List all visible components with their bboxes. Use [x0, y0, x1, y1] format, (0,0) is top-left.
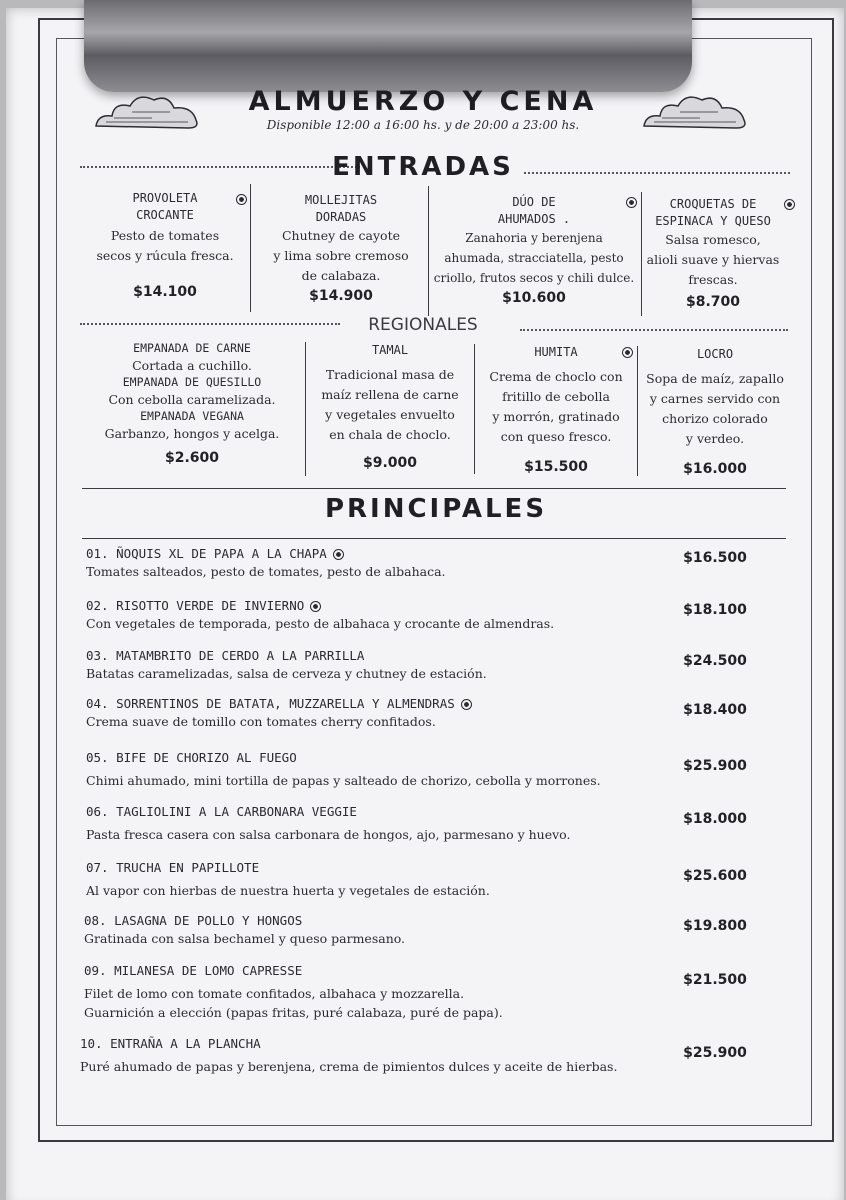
- dish-description: Crema de choclo con fritillo de cebolla y morrón, gratinado con queso fresco.: [489, 369, 623, 444]
- page-title: ALMUERZO Y CENA: [248, 86, 598, 117]
- empanadas-card: [84, 340, 300, 466]
- dish-description: Crema suave de tomillo con tomates cherry confitados.: [86, 714, 436, 729]
- dish-description: Tomates salteados, pesto de tomates, pesto de albahaca.: [86, 564, 446, 579]
- column-divider: [305, 342, 306, 476]
- dish-name: 03. MATAMBRITO DE CERDO A LA PARRILLA: [86, 648, 365, 663]
- dish-description: Filet de lomo con tomate confitados, albahaca y mozzarella. Guarnición a elección (papas fritas, puré calabaza, puré de papa).: [84, 986, 503, 1020]
- dish-description: Con cebolla caramelizada.: [108, 392, 276, 407]
- section-heading-entradas: ENTRADAS: [332, 152, 514, 182]
- dish-price: $2.600: [164, 450, 220, 466]
- dish-price: $25.900: [683, 1045, 747, 1061]
- entrada-card: [256, 192, 426, 304]
- dish-price: $16.000: [683, 461, 747, 477]
- hours-text: Disponible 12:00 a 16:00 hs. y de 20:00 a 23:00 hs.: [266, 118, 580, 132]
- regional-card: [642, 346, 788, 477]
- dish-price: $14.100: [133, 284, 197, 300]
- main-dish-row: [86, 860, 666, 898]
- dish-name: 10. ENTRAÑA A LA PLANCHA: [80, 1036, 261, 1051]
- entrada-card: [430, 194, 638, 306]
- divider-dots: [520, 329, 788, 331]
- dish-price: $25.600: [683, 868, 747, 884]
- main-dish-row: [86, 546, 666, 579]
- dish-name: MOLLEJITAS DORADAS: [304, 193, 378, 224]
- dish-name: 02. RISOTTO VERDE DE INVIERNO: [86, 598, 305, 613]
- dish-description: Gratinada con salsa bechamel y queso parmesano.: [84, 931, 406, 946]
- veggie-icon: [461, 699, 472, 710]
- main-dish-row: [86, 648, 666, 681]
- column-divider: [250, 184, 251, 312]
- dish-description: Chutney de cayote y lima sobre cremoso de calabaza.: [273, 228, 409, 283]
- dish-name: DÚO DE AHUMADOS .: [497, 195, 571, 226]
- dish-name: 08. LASAGNA DE POLLO Y HONGOS: [84, 913, 303, 928]
- regional-card: [308, 342, 472, 471]
- section-heading-regionales: REGIONALES: [368, 315, 478, 335]
- dish-name: 07. TRUCHA EN PAPILLOTE: [86, 860, 260, 875]
- entrada-card: [84, 190, 246, 300]
- dish-description: Sopa de maíz, zapallo y carnes servido con chorizo colorado y verdeo.: [646, 371, 784, 446]
- column-divider: [474, 344, 475, 474]
- dish-name: LOCRO: [696, 347, 734, 361]
- dish-description: Pasta fresca casera con salsa carbonara de hongos, ajo, parmesano y huevo.: [86, 827, 571, 842]
- dish-description: Salsa romesco, alioli suave y hiervas frescas.: [646, 232, 780, 287]
- veggie-icon: [626, 197, 637, 208]
- dish-price: $18.000: [683, 811, 747, 827]
- dish-description: Chimi ahumado, mini tortilla de papas y salteado de chorizo, cebolla y morrones.: [86, 773, 601, 788]
- main-dish-row: [84, 963, 674, 1022]
- entrada-card: [646, 196, 780, 310]
- dish-name: CROQUETAS DE ESPINACA Y QUESO: [655, 197, 771, 228]
- column-divider: [641, 192, 642, 316]
- dish-name: 09. MILANESA DE LOMO CAPRESSE: [84, 963, 303, 978]
- clipboard-clip: [84, 0, 692, 92]
- dish-description: Con vegetales de temporada, pesto de albahaca y crocante de almendras.: [86, 616, 555, 631]
- dish-name: 01. ÑOQUIS XL DE PAPA A LA CHAPA: [86, 546, 327, 561]
- dish-price: $9.000: [362, 455, 418, 471]
- dish-description: Tradicional masa de maíz rellena de carne y vegetales envuelto en chala de choclo.: [321, 367, 459, 442]
- dish-price: $25.900: [683, 758, 747, 774]
- divider-dots: [524, 172, 790, 174]
- dish-name: EMPANADA DE CARNE: [133, 341, 251, 355]
- dish-name: 05. BIFE DE CHORIZO AL FUEGO: [86, 750, 297, 765]
- veggie-icon: [784, 199, 795, 210]
- veggie-icon: [310, 601, 321, 612]
- main-dish-row: [86, 598, 666, 631]
- dish-price: $21.500: [683, 972, 747, 988]
- dish-price: $18.100: [683, 602, 747, 618]
- dish-description: Batatas caramelizadas, salsa de cerveza y chutney de estación.: [86, 666, 487, 681]
- dish-price: $18.400: [683, 702, 747, 718]
- dish-description: Garbanzo, hongos y acelga.: [104, 426, 280, 441]
- section-divider: [82, 538, 786, 539]
- main-dish-row: [84, 913, 664, 946]
- dish-description: Al vapor con hierbas de nuestra huerta y vegetales de estación.: [86, 883, 490, 898]
- dish-name: PROVOLETA CROCANTE: [132, 191, 198, 222]
- column-divider: [428, 186, 429, 316]
- dish-price: $15.500: [524, 459, 588, 475]
- main-dish-row: [86, 804, 666, 842]
- column-divider: [637, 346, 638, 476]
- regional-card: [478, 344, 634, 475]
- dish-description: Cortada a cuchillo.: [132, 358, 252, 373]
- dish-price: $14.900: [309, 288, 373, 304]
- dish-price: $24.500: [683, 653, 747, 669]
- dish-name: EMPANADA DE QUESILLO: [122, 375, 262, 389]
- dish-price: $16.500: [683, 550, 747, 566]
- main-dish-row: [86, 750, 676, 788]
- dish-description: Zanahoria y berenjena ahumada, stracciatella, pesto criollo, frutos secos y chili dulce.: [433, 231, 635, 285]
- dish-description: Puré ahumado de papas y berenjena, crema de pimientos dulces y aceite de hierbas.: [80, 1059, 618, 1074]
- veggie-icon: [236, 194, 247, 205]
- veggie-icon: [333, 549, 344, 560]
- section-divider: [82, 488, 786, 489]
- dish-name: 06. TAGLIOLINI A LA CARBONARA VEGGIE: [86, 804, 357, 819]
- dish-price: $8.700: [685, 294, 741, 310]
- dish-name: EMPANADA VEGANA: [140, 409, 244, 423]
- section-heading-principales: PRINCIPALES: [324, 494, 548, 524]
- dish-description: Pesto de tomates secos y rúcula fresca.: [96, 228, 234, 263]
- dish-name: HUMITA: [534, 345, 578, 359]
- veggie-icon: [622, 347, 633, 358]
- dish-name: 04. SORRENTINOS DE BATATA, MUZZARELLA Y ALMENDRAS: [86, 696, 455, 711]
- dish-price: $19.800: [683, 918, 747, 934]
- main-dish-row: [86, 696, 666, 729]
- main-dish-row: [80, 1036, 680, 1074]
- dish-price: $10.600: [502, 290, 566, 306]
- dish-name: TAMAL: [371, 343, 409, 357]
